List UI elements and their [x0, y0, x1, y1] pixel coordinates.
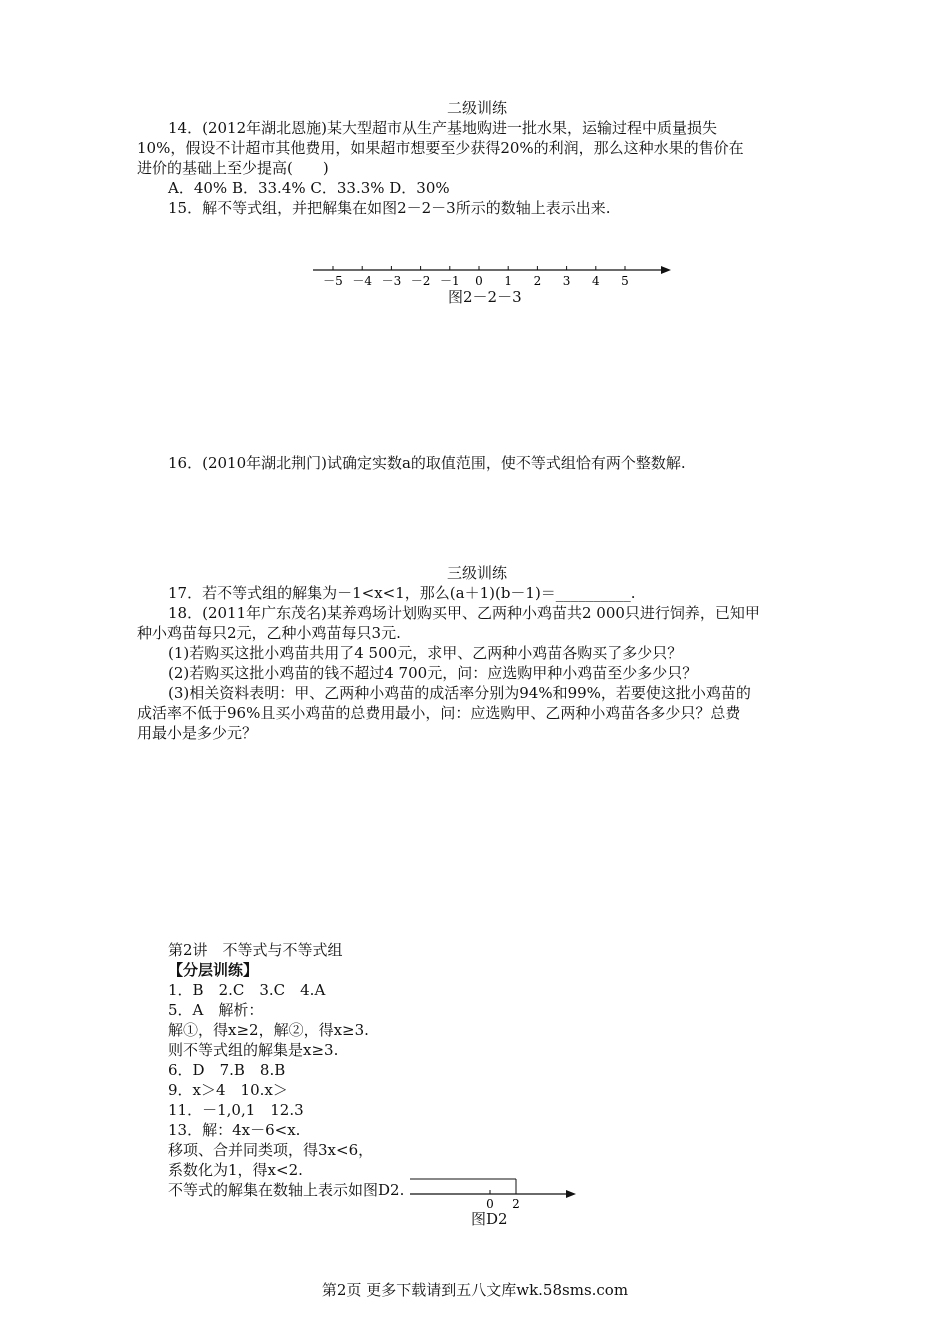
d2-label-0: 0: [486, 1197, 494, 1211]
q18-part3-line2: 成活率不低于96%且买小鸡苗的总费用最小，问：应选购甲、乙两种小鸡苗各多少只？总费: [137, 704, 741, 722]
tick-label: 3: [562, 274, 571, 288]
tick-label: 0: [475, 274, 483, 288]
level3-heading: 三级训练: [446, 564, 507, 582]
q14-options: A．40% B．33.4% C．33.3% D．30%: [168, 179, 450, 197]
answer-line: 6．D 7.B 8.B: [168, 1061, 286, 1079]
level2-heading: 二级训练: [446, 99, 507, 117]
answer-line: 则不等式组的解集是x≥3.: [168, 1041, 339, 1059]
answer-line: 9．x＞4 10.x＞: [168, 1081, 288, 1099]
answers-title: 第2讲 不等式与不等式组: [168, 941, 343, 959]
level2-section: [137, 98, 817, 218]
answer-line: 5．A 解析：: [168, 1001, 264, 1019]
figure-caption-2-2-3: 图2－2－3: [448, 288, 522, 306]
answer-line: 11．－1,0,1 12.3: [168, 1101, 304, 1119]
answer-line: 1．B 2.C 3.C 4.A: [168, 981, 326, 999]
answer-line: 移项、合并同类项，得3x<6，: [168, 1141, 374, 1159]
q18-part3-line1: (3)相关资料表明：甲、乙两种小鸡苗的成活率分别为94%和99%，若要使这批小鸡苗的: [168, 684, 751, 702]
answers-section: [168, 940, 848, 1200]
q15-text: 15．解不等式组，并把解集在如图2－2－3所示的数轴上表示出来.: [168, 199, 611, 217]
tick-label: 2: [533, 274, 542, 288]
q17-text: 17．若不等式组的解集为－1<x<1，那么(a＋1)(b－1)＝__________.: [168, 584, 636, 602]
answer-line: 系数化为1，得x<2.: [168, 1161, 303, 1179]
d2-label-2: 2: [512, 1197, 520, 1211]
q18-part3-line3: 用最小是多少元？: [137, 724, 258, 742]
tick-label: －1: [439, 274, 460, 288]
q16-text: 16．(2010年湖北荆门)试确定实数a的取值范围，使不等式组恰有两个整数解.: [168, 454, 686, 472]
tick-label: 4: [591, 274, 600, 288]
tick-label: －5: [323, 274, 343, 288]
answer-line: 不等式的解集在数轴上表示如图D2.: [168, 1181, 405, 1199]
answers-section-label: 【分层训练】: [168, 961, 259, 979]
q14-line1: 14．(2012年湖北恩施)某大型超市从生产基地购进一批水果，运输过程中质量损失: [168, 119, 717, 137]
tick-label: 1: [504, 274, 513, 288]
page-footer: 第2页 更多下载请到五八文库wk.58sms.com: [321, 1281, 629, 1299]
q14-line3: 进价的基础上至少提高( ): [137, 159, 329, 177]
q18-part1: (1)若购买这批小鸡苗共用了4 500元，求甲、乙两种小鸡苗各购买了多少只？: [168, 644, 683, 662]
level3-section: [137, 563, 817, 743]
tick-label: －3: [381, 274, 402, 288]
answer-line: 解①，得x≥2，解②，得x≥3.: [168, 1021, 369, 1039]
tick-label: －2: [410, 274, 431, 288]
tick-label: －4: [352, 274, 373, 288]
q18-line2: 种小鸡苗每只2元，乙种小鸡苗每只3元.: [137, 624, 401, 642]
q18-part2: (2)若购买这批小鸡苗的钱不超过4 700元，问：应选购甲种小鸡苗至少多少只？: [168, 664, 698, 682]
q18-line1: 18．(2011年广东茂名)某养鸡场计划购买甲、乙两种小鸡苗共2 000只进行饲养，已知甲: [168, 604, 760, 622]
figure-d2-caption: 图D2: [471, 1210, 508, 1228]
q16-block: [137, 453, 817, 473]
answer-line: 13．解：4x－6<x.: [168, 1121, 301, 1139]
tick-label: 5: [621, 274, 629, 288]
q14-line2: 10%，假设不计超市其他费用，如果超市想要至少获得20%的利润，那么这种水果的售价在: [137, 139, 744, 157]
